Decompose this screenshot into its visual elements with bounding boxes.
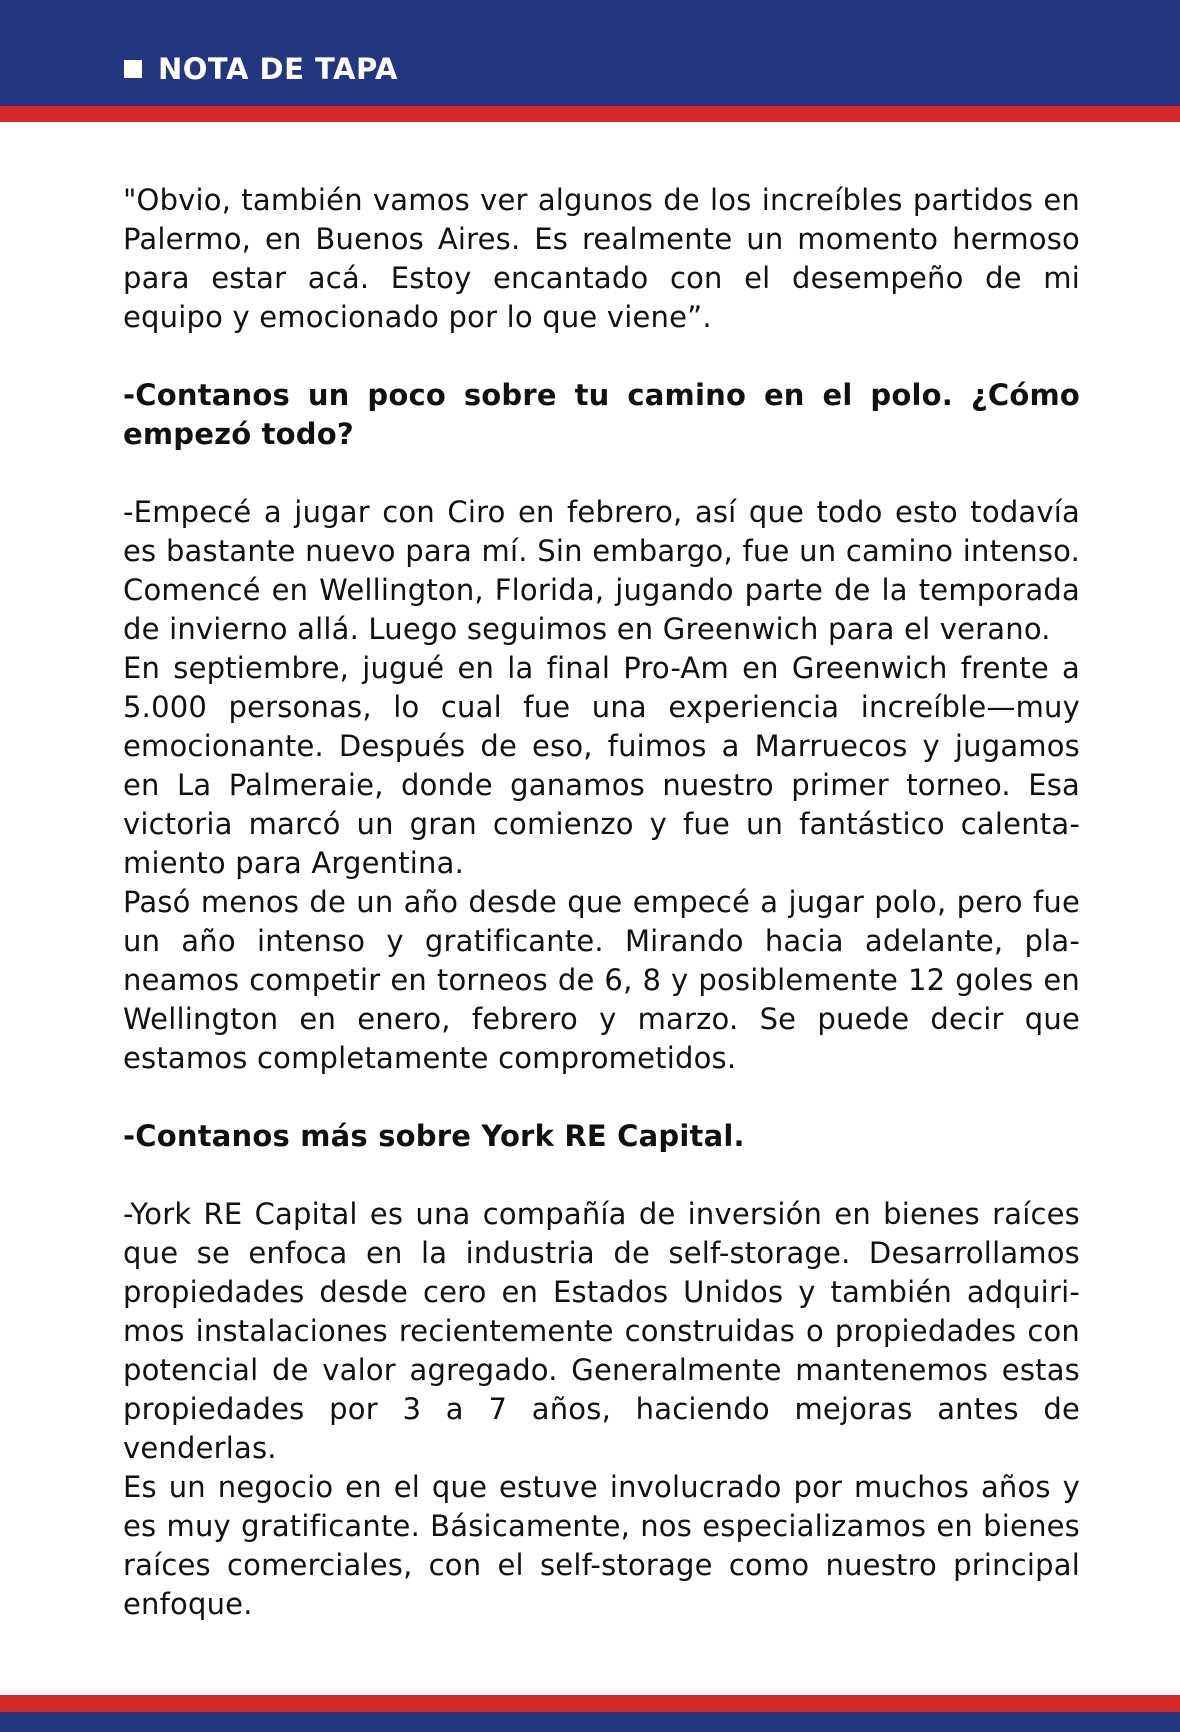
answer-polo-paragraph-3: Pasó menos de un año desde que empecé a jugar polo, pero fue un año intenso y gratificante. Mirando hacia adelante, pla-neamos competir en torneos de 6, 8 y posiblemente 12 goles en Wellington en enero, febrero y marzo. Se puede decir que estamos completamente comprometidos.: [123, 885, 1080, 1075]
paragraph-gap: [123, 1078, 1080, 1117]
question-heading-york: -Contanos más sobre York RE Capital.: [123, 1119, 745, 1153]
paragraph-gap: [123, 454, 1080, 493]
paragraph-gap: [123, 337, 1080, 376]
question-heading-polo: -Contanos un poco sobre tu camino en el polo. ¿Cómo empezó todo?: [123, 378, 1080, 451]
answer-polo-paragraph-2: En septiembre, jugué en la final Pro-Am en Greenwich frente a 5.000 personas, lo cual fue una experiencia increíble—muy emocionante. Después de eso, fuimos a Marruecos y jugamos en La Palmeraie, donde ganamos nuestro primer torneo. Esa victoria marcó un gran comienzo y fue un fantástico calenta-miento para Argentina.: [123, 651, 1080, 880]
section-label: [124, 52, 398, 86]
article-body: [123, 181, 1080, 1624]
answer-polo-paragraph-1: -Empecé a jugar con Ciro en febrero, así que todo esto todavía es bastante nuevo para mí. Sin embargo, fue un camino intenso. Comencé en Wellington, Florida, jugando parte de la temporada de invierno allá. Luego seguimos en Greenwich para el verano.: [123, 495, 1080, 646]
square-icon: [124, 60, 142, 78]
header-stripe: [0, 106, 1180, 122]
answer-york-paragraph-2: Es un negocio en el que estuve involucrado por muchos años y es muy gratificante. Básicamente, nos especializamos en bienes raíces comerciales, con el self-storage como nuestro principal enfoque.: [123, 1470, 1080, 1621]
answer-york-paragraph-1: -York RE Capital es una compañía de inversión en bienes raíces que se enfoca en la industria de self-storage. Desarrollamos propiedades desde cero en Estados Unidos y también adquiri-mos instalaciones recientemente construidas o propiedades con potencial de valor agregado. Generalmente mantenemos estas propiedades por 3 a 7 años, haciendo mejoras antes de venderlas.: [123, 1197, 1080, 1465]
footer-band: [0, 1712, 1180, 1732]
paragraph-intro-quote: "Obvio, también vamos ver algunos de los increíbles partidos en Palermo, en Buenos Aires. Es realmente un momento hermoso para estar acá. Estoy encantado con el desempeño de mi equipo y emocionado por lo que viene”.: [123, 183, 1080, 334]
paragraph-gap: [123, 1156, 1080, 1195]
footer-stripe: [0, 1695, 1180, 1712]
section-label-text: NOTA DE TAPA: [158, 52, 398, 86]
